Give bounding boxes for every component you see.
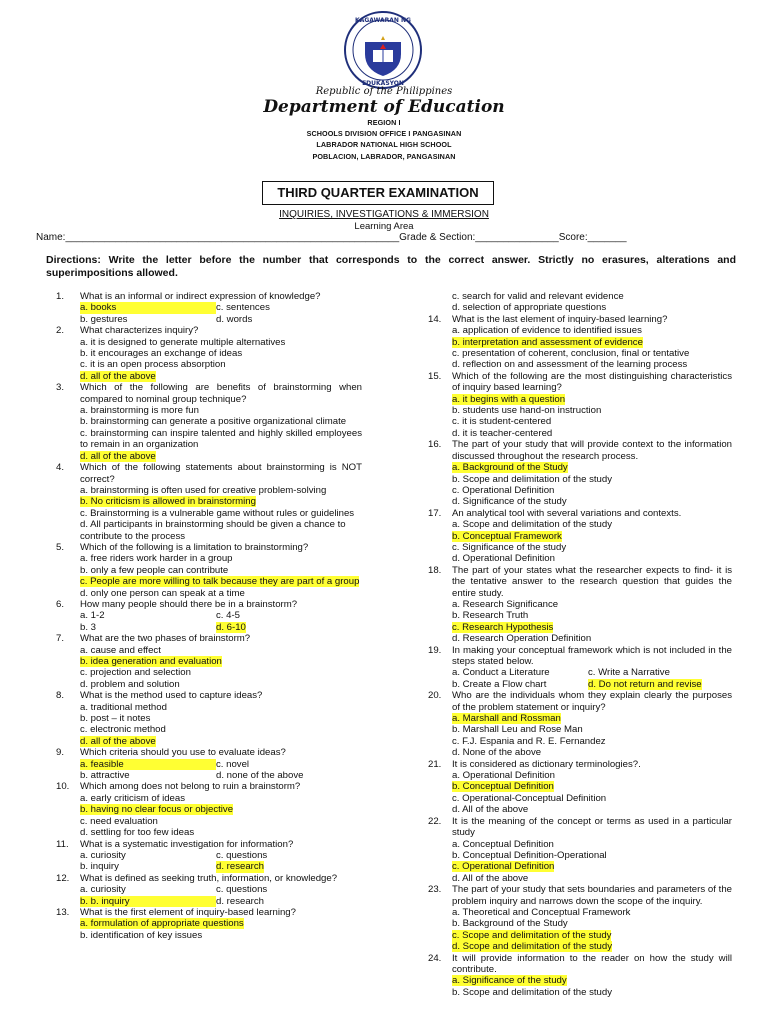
answer-highlight: b. No criticism is allowed in brainstorming (80, 496, 256, 508)
answer-highlight: b. Conceptual Framework (452, 530, 562, 542)
question-19: 19. In making your conceptual framework which is not included in the steps stated below. (428, 644, 732, 667)
answer-highlight: a. books (80, 302, 216, 313)
republic-label: Republic of the Philippines (315, 86, 453, 97)
answer-highlight: c. Research Hypothesis (452, 621, 554, 633)
question-23: 23. The part of your study that sets boundaries and parameters of the problem inquiry and narrows down the scope of the inquiry. (428, 884, 732, 907)
region-line: REGION I (367, 118, 401, 127)
answer-highlight: d. all of the above (80, 370, 156, 382)
question-4: 4. Which of the following statements about brainstorming is NOT correct? (56, 462, 362, 485)
question-16: 16. The part of your study that will provide context to the information discussed throughout the research process. (428, 439, 732, 462)
address-line: POBLACION, LABRADOR, PANGASINAN (312, 152, 456, 161)
question-20: 20. Who are the individuals whom they explain clearly the purposes of the problem statement or inquiry? (428, 690, 732, 713)
question-11: 11. What is a systematic investigation for information? (56, 838, 294, 850)
exam-title: THIRD QUARTER EXAMINATION (262, 181, 494, 205)
question-10: 10. Which among does not belong to ruin a brainstorm? (56, 781, 301, 793)
svg-text:KAGAWARAN NG: KAGAWARAN NG (355, 17, 411, 24)
question-5: 5. Which of the following is a limitation to brainstorming? (56, 541, 309, 553)
answer-highlight: a. Background of the Study (452, 462, 568, 474)
school-line: LABRADOR NATIONAL HIGH SCHOOL (316, 140, 452, 149)
answer-highlight: d. 6-10 (216, 621, 246, 633)
questions-right-column: c. search for valid and relevant evidence d. selection of appropriate questions 14. What is the last element of inquiry-based learning? a. application of evidence to identified issues b. interpretation and assessment of evidence c. presentation of coherent, conclusion, final or tentative d. reflection on and assessment of the learning process 15. Which of the following are the most distinguishing characteristics of inquiry based learning? a. it begins with a question b. students use hand-on instruction c. it is student-centered d. it is teacher-centered 16. The part of your study that will provide context to the information discussed throughout the research process. a. Background of the Study b. Scope and delimitation of the study c. Operational Definition d. Significance of the study 17. An analytical tool with several variations and contexts. a. Scope and delimitation of the study b. Conceptual Framework c. Significance of the study d. Operational Definition 18. The part of your states what the researcher expects to find- it is the tentative answer to the research question that guides the entire study. a. Research Significance b. Research Truth c. Research Hypothesis d. Research Operation Definition 19. In making your conceptual framework which is not included in the steps stated below. a. Conduct a Literature c. Write a Narrative b. Create a Flow chart d. Do not return and revise 20. Who are the individuals whom they explain clearly the purposes of the problem statement or inquiry? a. Marshall and Rossman b. Marshall Leu and Rose Man c. F.J. Espania and R. E. Fernandez d. None of the above 21. It is considered as dictionary terminologies?. a. Operational Definition b. Conceptual Definition c. Operational-Conceptual Definition d. All of the above 22. It is the meaning of the concept or terms as used in a particular study a. Conceptual Definition b. Conceptual Definition-Operational c. Operational Definition d. All of the above 23. The part of your study that sets boundaries and parameters of the problem inquiry and narrows down the scope of the inquiry. a. Theoretical and Conceptual Framework b. Background of the Study c. Scope and delimitation of the study d. Scope and delimitation of the study 24. It will provide information to the reader on how the study will contribute. a. Significance of the study b. Scope and delimitation of the study (428, 291, 732, 998)
answer-highlight: a. it begins with a question (452, 393, 566, 405)
question-8: 8. What is the method used to capture ideas? (56, 690, 263, 702)
answer-highlight: c. People are more willing to talk because they are part of a group (80, 576, 360, 588)
question-24: 24. It will provide information to the reader on how the study will contribute. (428, 952, 732, 975)
answer-highlight: b. interpretation and assessment of evidence (452, 336, 643, 348)
question-3: 3. Which of the following are benefits of brainstorming when compared to nominal group technique? (56, 382, 362, 405)
answer-highlight: a. Marshall and Rossman (452, 713, 561, 725)
answer-highlight: a. feasible (80, 759, 216, 770)
question-17: 17. An analytical tool with several variations and contexts. (428, 507, 682, 519)
question-7: 7. What are the two phases of brainstorm? (56, 633, 251, 645)
question-21: 21. It is considered as dictionary terminologies?. (428, 758, 641, 770)
question-1: 1. What is an informal or indirect expression of knowledge? (56, 291, 321, 302)
answer-highlight: d. research (216, 861, 264, 873)
answer-highlight: b. Conceptual Definition (452, 781, 554, 793)
answer-highlight: b. having no clear focus or objective (80, 804, 234, 816)
question-6: 6. How many people should there be in a brainstorm? (56, 598, 298, 610)
division-line: SCHOOLS DIVISION OFFICE I PANGASINAN (306, 129, 462, 138)
question-13: 13. What is the first element of inquiry-based learning? (56, 906, 296, 918)
question-18: 18. The part of your states what the researcher expects to find- it is the tentative answer to the research question that guides the entire study. (428, 564, 732, 599)
question-9: 9. Which criteria should you use to evaluate ideas? (56, 747, 286, 759)
question-22: 22. It is the meaning of the concept or terms as used in a particular study (428, 815, 732, 839)
answer-highlight: c. Operational Definition (452, 861, 555, 873)
subject-label: INQUIRIES, INVESTIGATIONS & IMMERSION (279, 209, 489, 220)
question-15: 15. Which of the following are the most distinguishing characteristics of inquiry based learning? (428, 370, 732, 394)
svg-text:EDUKASYON: EDUKASYON (362, 80, 404, 87)
answer-highlight: a. formulation of appropriate questions (80, 918, 244, 930)
answer-highlight: d. all of the above (80, 450, 156, 462)
question-14: 14. What is the last element of inquiry-based learning? (428, 313, 668, 325)
answer-highlight: b. idea generation and evaluation (80, 656, 222, 667)
question-2: 2. What characterizes inquiry? (56, 325, 199, 337)
learning-area-label: Learning Area (354, 221, 414, 232)
department-title: Department of Education (263, 97, 505, 117)
question-12: 12. What is defined as seeking truth, information, or knowledge? (56, 872, 338, 884)
answer-highlight: a. Significance of the study (452, 975, 567, 987)
questions-left-column: 1. What is an informal or indirect expression of knowledge? a. books c. sentences b. gestures d. words 2. What characterizes inquiry? a. it is designed to generate multiple alternatives b. it encourages an exchange of ideas c. it is an open process absorption d. all of the above 3. Which of the following are benefits of brainstorming when compared to nominal group technique? a. brainstorming is more fun b. brainstorming can generate a positive organizational climate c. brainstorming can inspire talented and highly skilled employees to remain in an organization d. all of the above 4. Which of the following statements about brainstorming is NOT correct? a. brainstorming is often used for creative problem-solving b. No criticism is allowed in brainstorming c. Brainstorming is a vulnerable game without rules or guidelines d. All participants in brainstorming should be given a chance to contribute to the process 5. Which of the following is a limitation to brainstorming? a. free riders work harder in a group b. only a few people can contribute c. People are more willing to talk because they are part of a group d. only one person can speak at a time 6. How many people should there be in a brainstorm? a. 1-2 c. 4-5 b. 3 d. 6-10 7. What are the two phases of brainstorm? a. cause and effect b. idea generation and evaluation c. projection and selection d. problem and solution 8. What is the method used to capture ideas? a. traditional method b. post – it notes c. electronic method d. all of the above 9. Which criteria should you use to evaluate ideas? a. feasible c. novel b. attractive d. none of the above 10. Which among does not belong to ruin a brainstorm? a. early criticism of ideas b. having no clear focus or objective c. need evaluation d. settling for too few ideas 11. What is a systematic investigation for information? a. curiosity c. questions b. inquiry d. research 12. What is defined as seeking truth, information, or knowledge? a. curiosity c. questions b. b. inquiry d. research 13. What is the first element of inquiry-based learning? a. formulation of appropriate questions b. identification of key issues (56, 291, 362, 941)
deped-seal-logo (343, 10, 423, 90)
answer-highlight: d. Do not return and revise (588, 678, 702, 690)
answer-highlight: d. all of the above (80, 735, 156, 747)
answer-highlight: d. Scope and delimitation of the study (452, 941, 612, 953)
directions-text: Directions: Write the letter before the number that corresponds to the correct answer. Strictly no erasures, alterations and superimpositions allowed. (46, 254, 736, 279)
answer-highlight: b. b. inquiry (80, 896, 216, 907)
name-grade-score-line: Name:____________________________________________________________Grade & Section:_______________Score:_______ (36, 232, 627, 243)
answer-highlight: c. Scope and delimitation of the study (452, 929, 612, 941)
